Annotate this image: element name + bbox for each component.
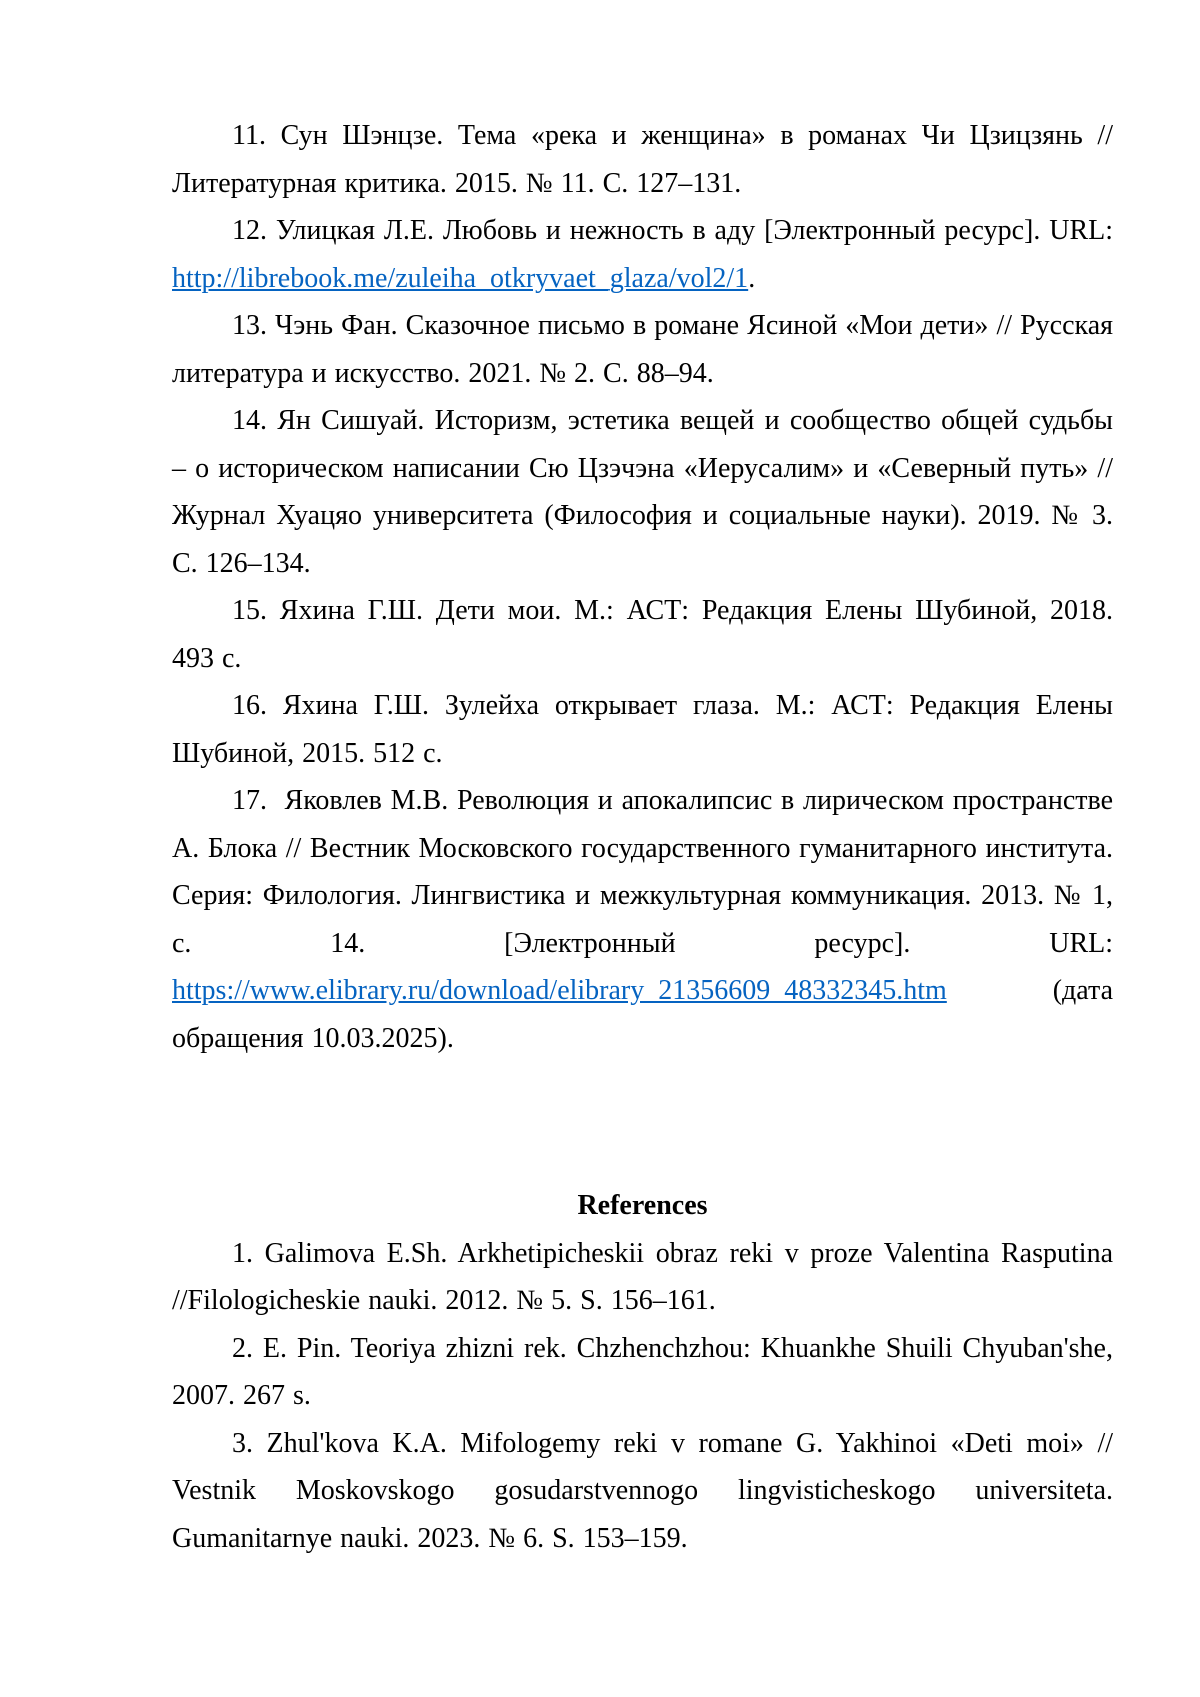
references-heading: References: [577, 1190, 708, 1221]
bibliography-item-17: [172, 777, 1113, 1062]
references-item-1: [172, 1230, 1113, 1325]
references-item-text: 1. Galimova E.Sh. Arkhetipicheskii obraz reki v proze Valentina Rasputina //Filologicheskie nauki. 2012. № 5. S. 156–161.: [172, 1237, 1113, 1316]
elibrary-url-link[interactable]: https://www.elibrary.ru/download/elibrary_21356609_48332345.htm: [172, 975, 947, 1006]
bibliography-item-text: (дата обращения 10.03.2025).: [172, 975, 1113, 1054]
references-item-text: 3. Zhul'kova K.A. Mifologemy reki v romane G. Yakhinoi «Deti moi» // Vestnik Moskovskogo gosudarstvennogo lingvisticheskogo universiteta. Gumanitarnye nauki. 2023. № 6. S. 153–159.: [172, 1427, 1113, 1554]
bibliography-item-text: .: [748, 262, 756, 294]
references-section: [172, 1182, 1113, 1562]
russian-bibliography-section: [172, 112, 1113, 1062]
bibliography-item-13: [172, 302, 1113, 397]
bibliography-item-text: 11. Сун Шэнцзе. Тема «река и женщина» в романах Чи Цзицзянь // Литературная критика. 2015. № 11. С. 127–131.: [172, 120, 1113, 199]
bibliography-item-15: [172, 587, 1113, 682]
text-column: [172, 112, 1113, 1562]
bibliography-item-text: 17. Яковлев М.В. Революция и апокалипсис в лирическом пространстве А. Блока // Вестник Московского государственного гуманитарного института. Серия: Филология. Лингвистика и межкультурная коммуникация. 2013. № 1, с. 14. [Электронный ресурс]. URL:: [172, 785, 1113, 959]
librebook-url-link[interactable]: http://librebook.me/zuleiha_otkryvaet_glaza/vol2/1: [172, 262, 749, 294]
bibliography-item-16: [172, 682, 1113, 777]
bibliography-item-11: [172, 112, 1113, 207]
bibliography-item-text: 16. Яхина Г.Ш. Зулейха открывает глаза. М.: АСТ: Редакция Елены Шубиной, 2015. 512 с.: [172, 690, 1113, 769]
references-item-2: [172, 1325, 1113, 1420]
bibliography-item-text: 13. Чэнь Фан. Сказочное письмо в романе Ясиной «Мои дети» // Русская литература и искусство. 2021. № 2. С. 88–94.: [172, 310, 1113, 389]
bibliography-item-text: 14. Ян Сишуай. Историзм, эстетика вещей и сообщество общей судьбы – о историческом написании Сю Цзэчэна «Иерусалим» и «Северный путь» // Журнал Хуацяо университета (Философия и социальные науки). 2019. № 3. С. 126–134.: [172, 405, 1113, 579]
references-item-text: 2. E. Pin. Teoriya zhizni rek. Chzhenchzhou: Khuankhe Shuili Chyuban'she, 2007. 267 s.: [172, 1332, 1113, 1411]
bibliography-item-text: 12. Улицкая Л.Е. Любовь и нежность в аду [Электронный ресурс]. URL:: [232, 215, 1113, 246]
bibliography-item-12: [172, 207, 1113, 302]
references-item-3: [172, 1420, 1113, 1563]
bibliography-item-text: 15. Яхина Г.Ш. Дети мои. М.: АСТ: Редакция Елены Шубиной, 2018. 493 с.: [172, 595, 1113, 674]
bibliography-item-14: [172, 397, 1113, 587]
